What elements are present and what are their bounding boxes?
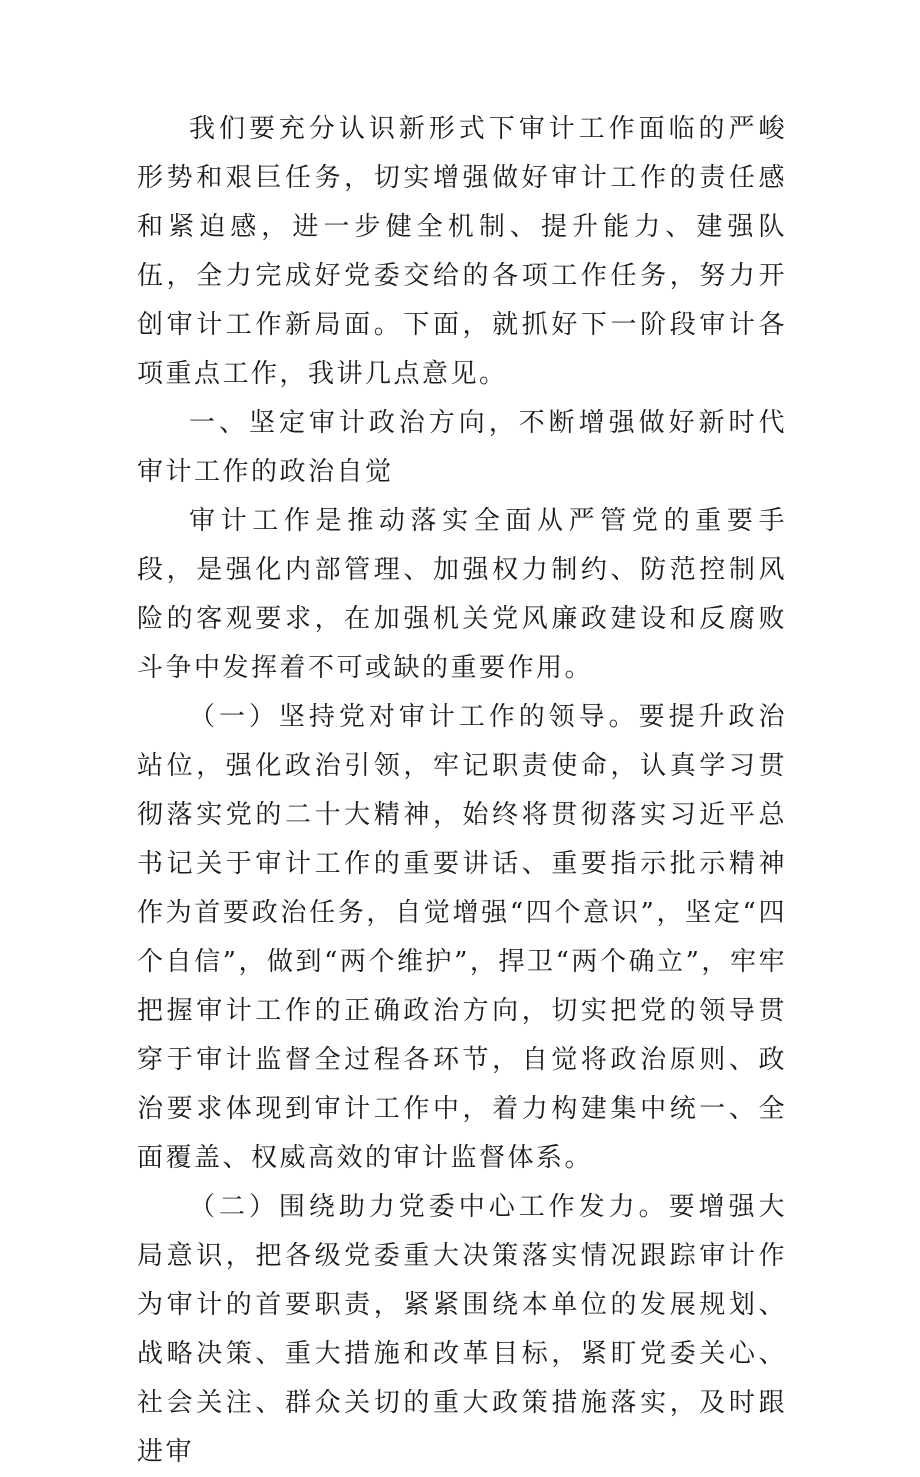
paragraph-intro-text: 我们要充分认识新形式下审计工作面临的严峻形势和艰巨任务，切实增强做好审计工作的责任感和紧迫感，进一步健全机制、提升能力、建强队伍，全力完成好党委交给的各项工作任务，努力开创审计工作新局面。下面，就抓好下一阶段审计各项重点工作，我讲几点意见。: [137, 114, 787, 389]
paragraph-subsection-2: [137, 1183, 787, 1477]
paragraph-subsection-1: [137, 693, 787, 1183]
paragraph-section-1-body-text: 审计工作是推动落实全面从严管党的重要手段，是强化内部管理、加强权力制约、防范控制风险的客观要求，在加强机关党风廉政建设和反腐败斗争中发挥着不可或缺的重要作用。: [137, 506, 787, 683]
section-heading-1: [137, 399, 787, 497]
paragraph-subsection-2-text: （二）围绕助力党委中心工作发力。要增强大局意识，把各级党委重大决策落实情况跟踪审计作为审计的首要职责，紧紧围绕本单位的发展规划、战略决策、重大措施和改革目标，紧盯党委关心、社会关注、群众关切的重大政策措施落实，及时跟进审: [137, 1192, 787, 1467]
document-body: [137, 105, 787, 1477]
section-heading-1-text: 一、坚定审计政治方向，不断增强做好新时代审计工作的政治自觉: [137, 408, 787, 487]
paragraph-subsection-1-text: （一）坚持党对审计工作的领导。要提升政治站位，强化政治引领，牢记职责使命，认真学习贯彻落实党的二十大精神，始终将贯彻落实习近平总书记关于审计工作的重要讲话、重要指示批示精神作为首要政治任务，自觉增强“四个意识”，坚定“四个自信”，做到“两个维护”，捍卫“两个确立”，牢牢把握审计工作的正确政治方向，切实把党的领导贯穿于审计监督全过程各环节，自觉将政治原则、政治要求体现到审计工作中，着力构建集中统一、全面覆盖、权威高效的审计监督体系。: [137, 702, 787, 1173]
paragraph-intro: [137, 105, 787, 399]
paragraph-section-1-body: [137, 497, 787, 693]
